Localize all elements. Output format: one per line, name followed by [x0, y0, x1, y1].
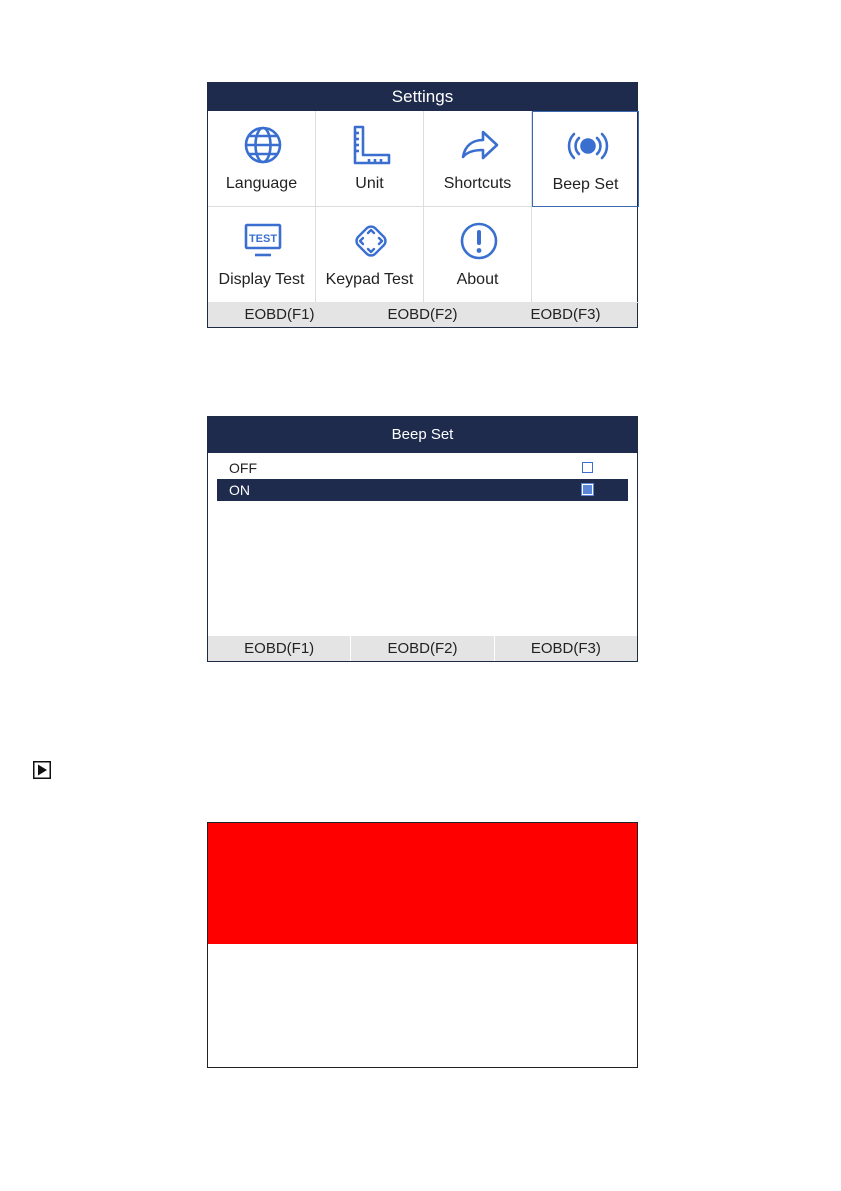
ruler-icon	[349, 123, 393, 167]
tile-label: Display Test	[218, 271, 305, 288]
option-label: OFF	[229, 460, 257, 476]
option-on[interactable]	[217, 479, 628, 501]
f3-button[interactable]: EOBD(F3)	[494, 636, 637, 661]
tile-beep-set[interactable]	[532, 111, 639, 207]
settings-screen	[207, 82, 638, 328]
globe-icon	[241, 123, 285, 167]
display-test-screen	[207, 822, 638, 1068]
beep-set-screen	[207, 416, 638, 662]
test-display-icon	[241, 219, 285, 263]
option-label: ON	[229, 482, 250, 498]
f1-button[interactable]: EOBD(F1)	[244, 306, 315, 323]
svg-text:TEST: TEST	[248, 233, 278, 245]
f2-button[interactable]: EOBD(F2)	[350, 636, 493, 661]
play-bullet-icon	[33, 761, 51, 779]
tile-label: Language	[225, 175, 298, 192]
tile-language[interactable]	[208, 111, 316, 207]
function-key-bar	[208, 636, 637, 661]
settings-menu-grid	[208, 111, 637, 303]
checkbox-off[interactable]	[582, 462, 593, 473]
f1-button[interactable]: EOBD(F1)	[244, 640, 315, 657]
beep-options-list	[217, 457, 628, 501]
checkbox-on[interactable]	[582, 484, 593, 495]
tile-unit[interactable]	[316, 111, 424, 207]
tile-label: Shortcuts	[443, 175, 512, 192]
tile-keypad-test[interactable]	[316, 207, 424, 303]
tile-label: About	[456, 271, 499, 288]
beep-icon	[566, 124, 610, 168]
info-icon	[457, 219, 501, 263]
tile-label: Unit	[355, 175, 384, 192]
function-key-bar	[208, 302, 637, 327]
tile-about[interactable]	[424, 207, 532, 303]
settings-title: Settings	[208, 83, 637, 111]
f2-button[interactable]: EOBD(F2)	[387, 306, 458, 323]
tile-display-test[interactable]	[208, 207, 316, 303]
tile-empty	[532, 207, 639, 303]
red-color-block	[208, 823, 637, 944]
option-off[interactable]	[217, 457, 628, 479]
f3-button[interactable]: EOBD(F3)	[530, 306, 601, 323]
keypad-icon	[349, 219, 393, 263]
tile-shortcuts[interactable]	[424, 111, 532, 207]
tile-label: Keypad Test	[325, 271, 414, 288]
tile-label: Beep Set	[552, 176, 619, 193]
share-arrow-icon	[457, 123, 501, 167]
beep-set-title: Beep Set	[208, 417, 637, 453]
